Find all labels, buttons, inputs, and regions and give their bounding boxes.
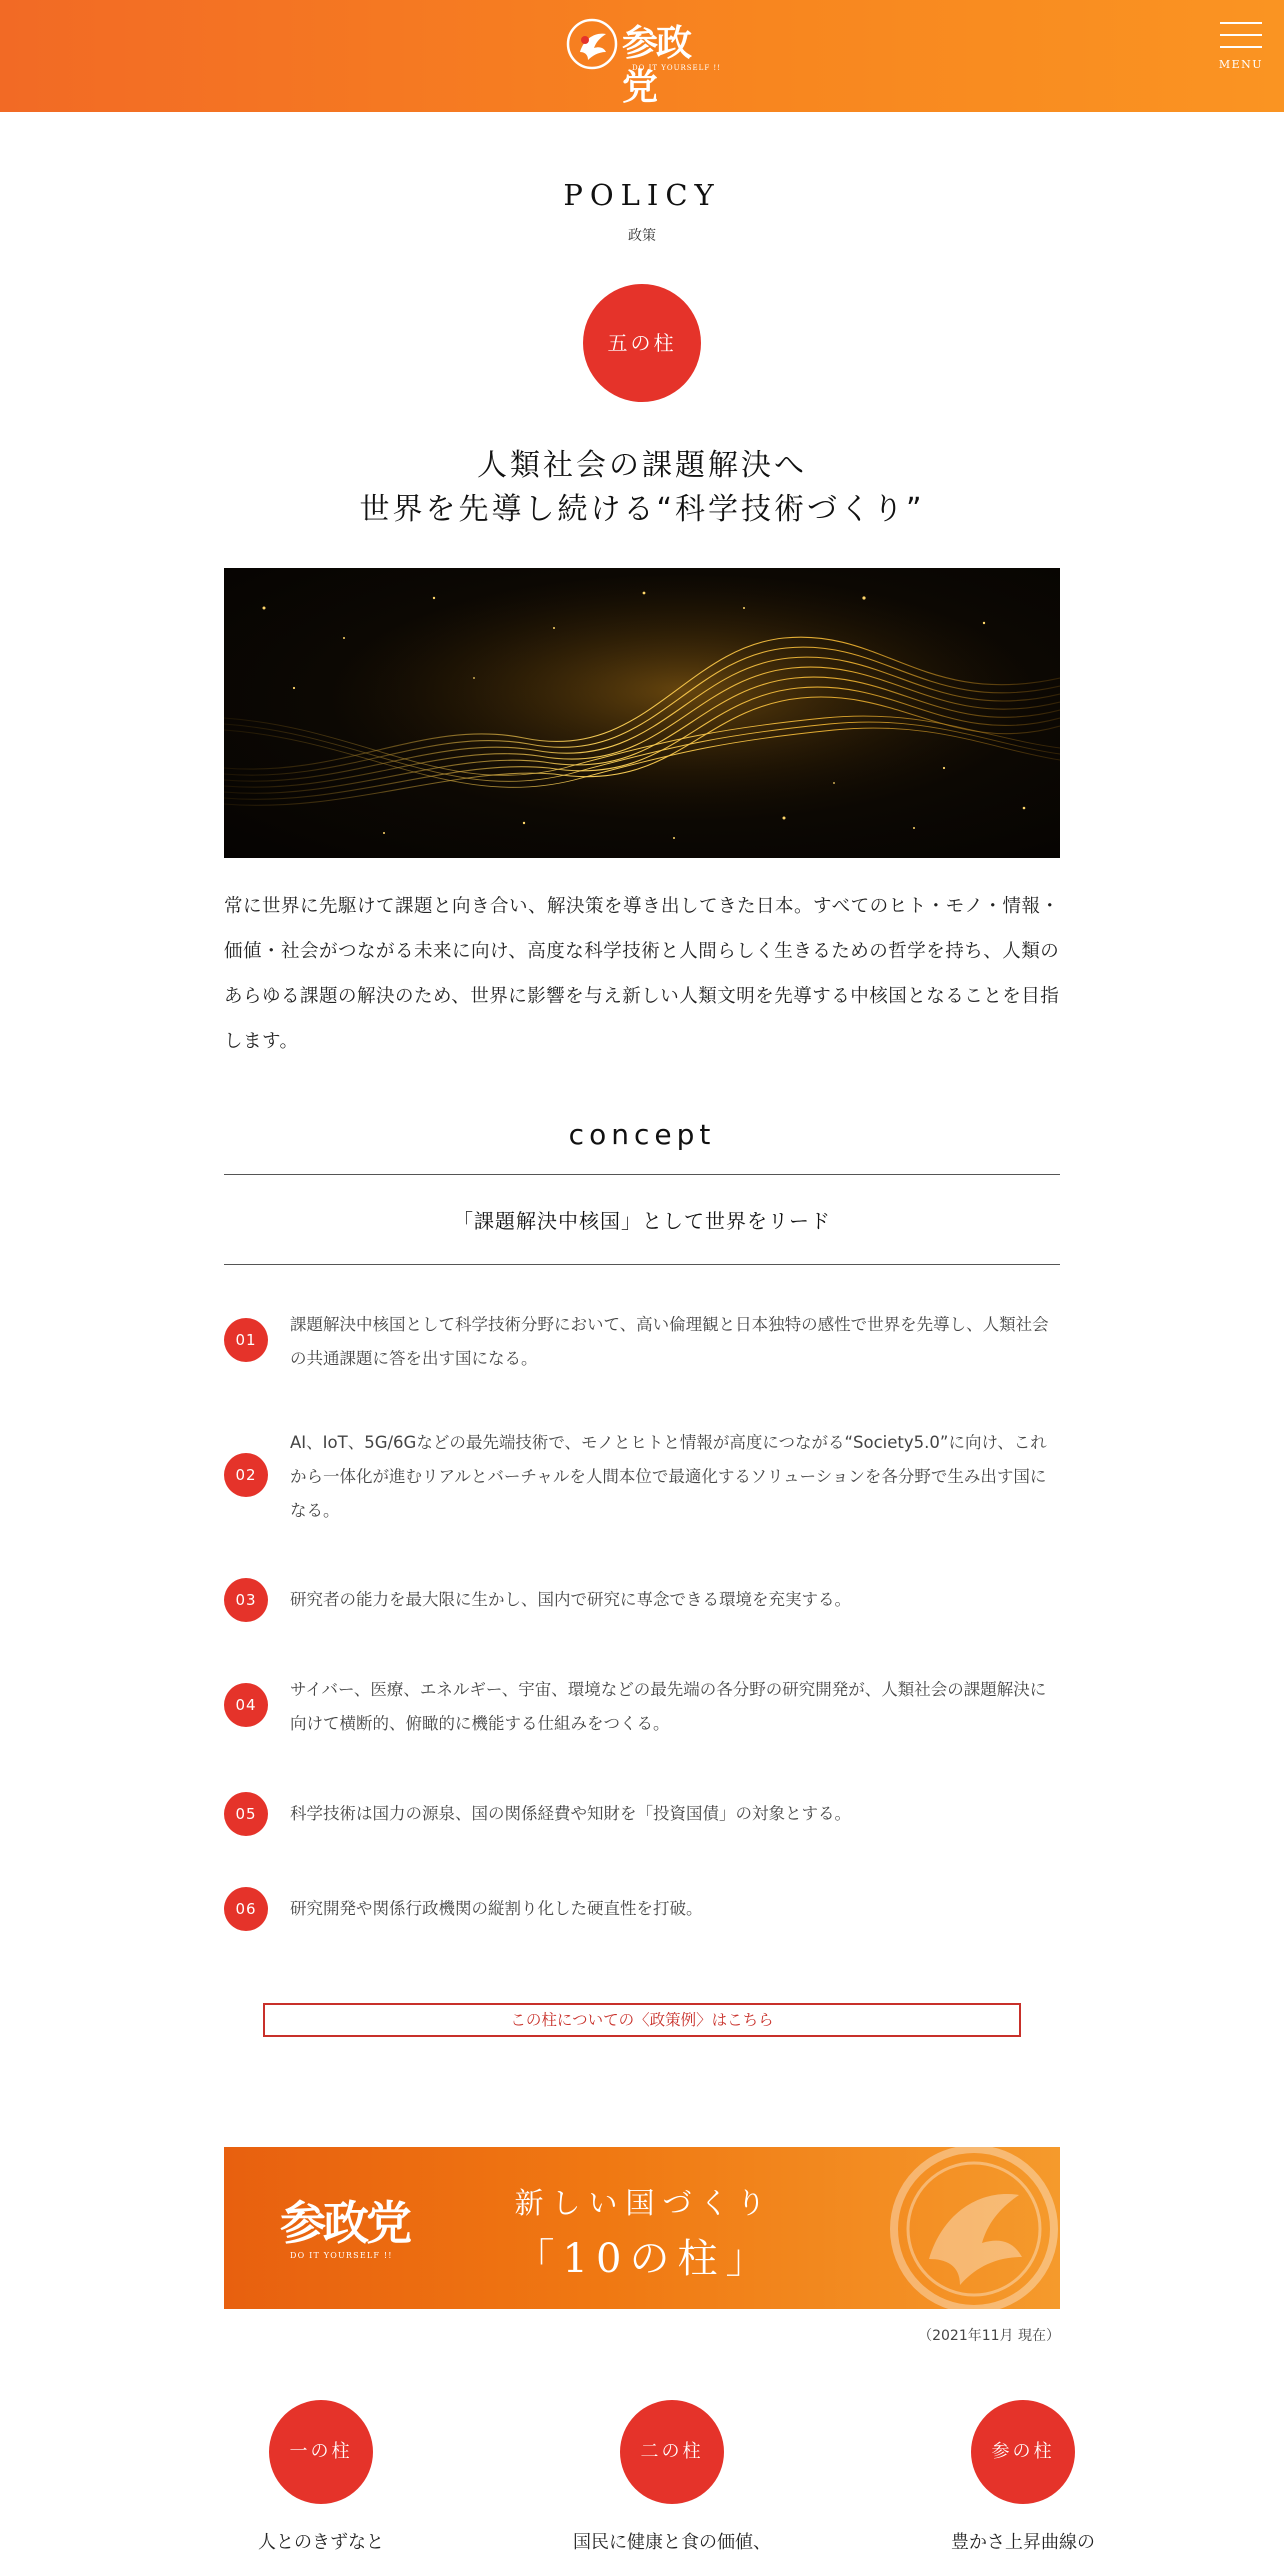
concept-item-text: 科学技術は国力の源泉、国の関係経費や知財を「投資国債」の対象とする。 xyxy=(290,1804,851,1823)
site-header xyxy=(0,0,1284,112)
item-number-badge: 03 xyxy=(224,1578,268,1622)
pillar-badge: 五の柱 xyxy=(583,284,701,402)
banner-logo-wordmark: 参政党 xyxy=(280,2196,409,2250)
item-number-badge: 01 xyxy=(224,1318,268,1362)
page-subtitle: 政策 xyxy=(628,228,656,244)
page-title: POLICY xyxy=(563,178,721,212)
banner-title-line-2: 「10の柱」 xyxy=(514,2236,774,2282)
pillar-1-text: 人とのきずなと xyxy=(258,2532,384,2553)
pillar-3-badge[interactable]: 参の柱 xyxy=(971,2400,1075,2504)
section-heading xyxy=(0,444,1284,532)
concept-item-text: 研究者の能力を最大限に生かし、国内で研究に専念できる環境を充実する。 xyxy=(290,1590,851,1609)
divider xyxy=(224,1264,1060,1265)
hamburger-icon xyxy=(1220,34,1262,36)
as-of-date: （2021年11月 現在） xyxy=(918,2328,1060,2344)
heading-line-2: 世界を先導し続ける“科学技術づくり” xyxy=(359,492,925,527)
concept-title: concept xyxy=(568,1118,716,1151)
divider xyxy=(224,1174,1060,1175)
phoenix-emblem-icon xyxy=(884,2147,1060,2309)
policy-examples-link[interactable]: この柱についての〈政策例〉はこちら xyxy=(263,2003,1021,2037)
hamburger-icon xyxy=(1220,46,1262,48)
concept-item-text: サイバー、医療、エネルギー、宇宙、環境などの最先端の各分野の研究開発が、人類社会の課題解決に向けて横断的、俯瞰的に機能する仕組みをつくる。 xyxy=(290,1680,1047,1733)
item-number-badge: 05 xyxy=(224,1792,268,1836)
item-number-badge: 06 xyxy=(224,1887,268,1931)
item-number-badge: 02 xyxy=(224,1453,268,1497)
heading-line-1: 人類社会の課題解決へ xyxy=(477,448,807,483)
pillar-2-text: 国民に健康と食の価値、 xyxy=(573,2532,771,2553)
hero-image-golden-wave xyxy=(224,568,1060,858)
pillar-3-text: 豊かさ上昇曲線の xyxy=(951,2532,1095,2553)
logo-tagline: DO IT YOURSELF !! xyxy=(632,64,722,72)
item-number-badge: 04 xyxy=(224,1683,268,1727)
concept-item-text: 課題解決中核国として科学技術分野において、高い倫理観と日本独特の感性で世界を先導し、人類社会の共通課題に答を出す国になる。 xyxy=(290,1315,1049,1368)
hamburger-icon xyxy=(1220,22,1262,24)
banner-title-line-1: 新しい国づくり xyxy=(514,2186,774,2220)
menu-label: MENU xyxy=(1218,58,1264,71)
golden-wave-graphic xyxy=(224,568,1060,858)
site-logo[interactable] xyxy=(566,18,722,108)
concept-item-text: AI、IoT、5G/6Gなどの最先端技術で、モノとヒトと情報が高度につながる“Society5.0”に向け、これから一体化が進むリアルとバーチャルを人間本位で最適化するソリューションを各分野で生み出す国になる。 xyxy=(290,1433,1047,1520)
phoenix-emblem-icon xyxy=(566,18,618,70)
menu-button[interactable] xyxy=(1216,20,1266,76)
concept-item-text: 研究開発や関係行政機関の縦割り化した硬直性を打破。 xyxy=(290,1899,703,1918)
logo-wordmark: 参政党 xyxy=(622,23,691,108)
pillar-2-badge[interactable]: 二の柱 xyxy=(620,2400,724,2504)
ten-pillars-banner[interactable] xyxy=(224,2147,1060,2309)
intro-paragraph: 常に世界に先駆けて課題と向き合い、解決策を導き出してきた日本。すべてのヒト・モノ・情報・価値・社会がつながる未来に向け、高度な科学技術と人間らしく生きるための哲学を持ち、人類のあらゆる課題の解決のため、世界に影響を与え新しい人類文明を先導する中核国となることを目指します。 xyxy=(224,896,1060,1052)
pillar-1-badge[interactable]: 一の柱 xyxy=(269,2400,373,2504)
concept-subtitle: 「課題解決中核国」として世界をリード xyxy=(453,1209,831,1233)
banner-logo-tagline: DO IT YOURSELF !! xyxy=(290,2251,393,2260)
